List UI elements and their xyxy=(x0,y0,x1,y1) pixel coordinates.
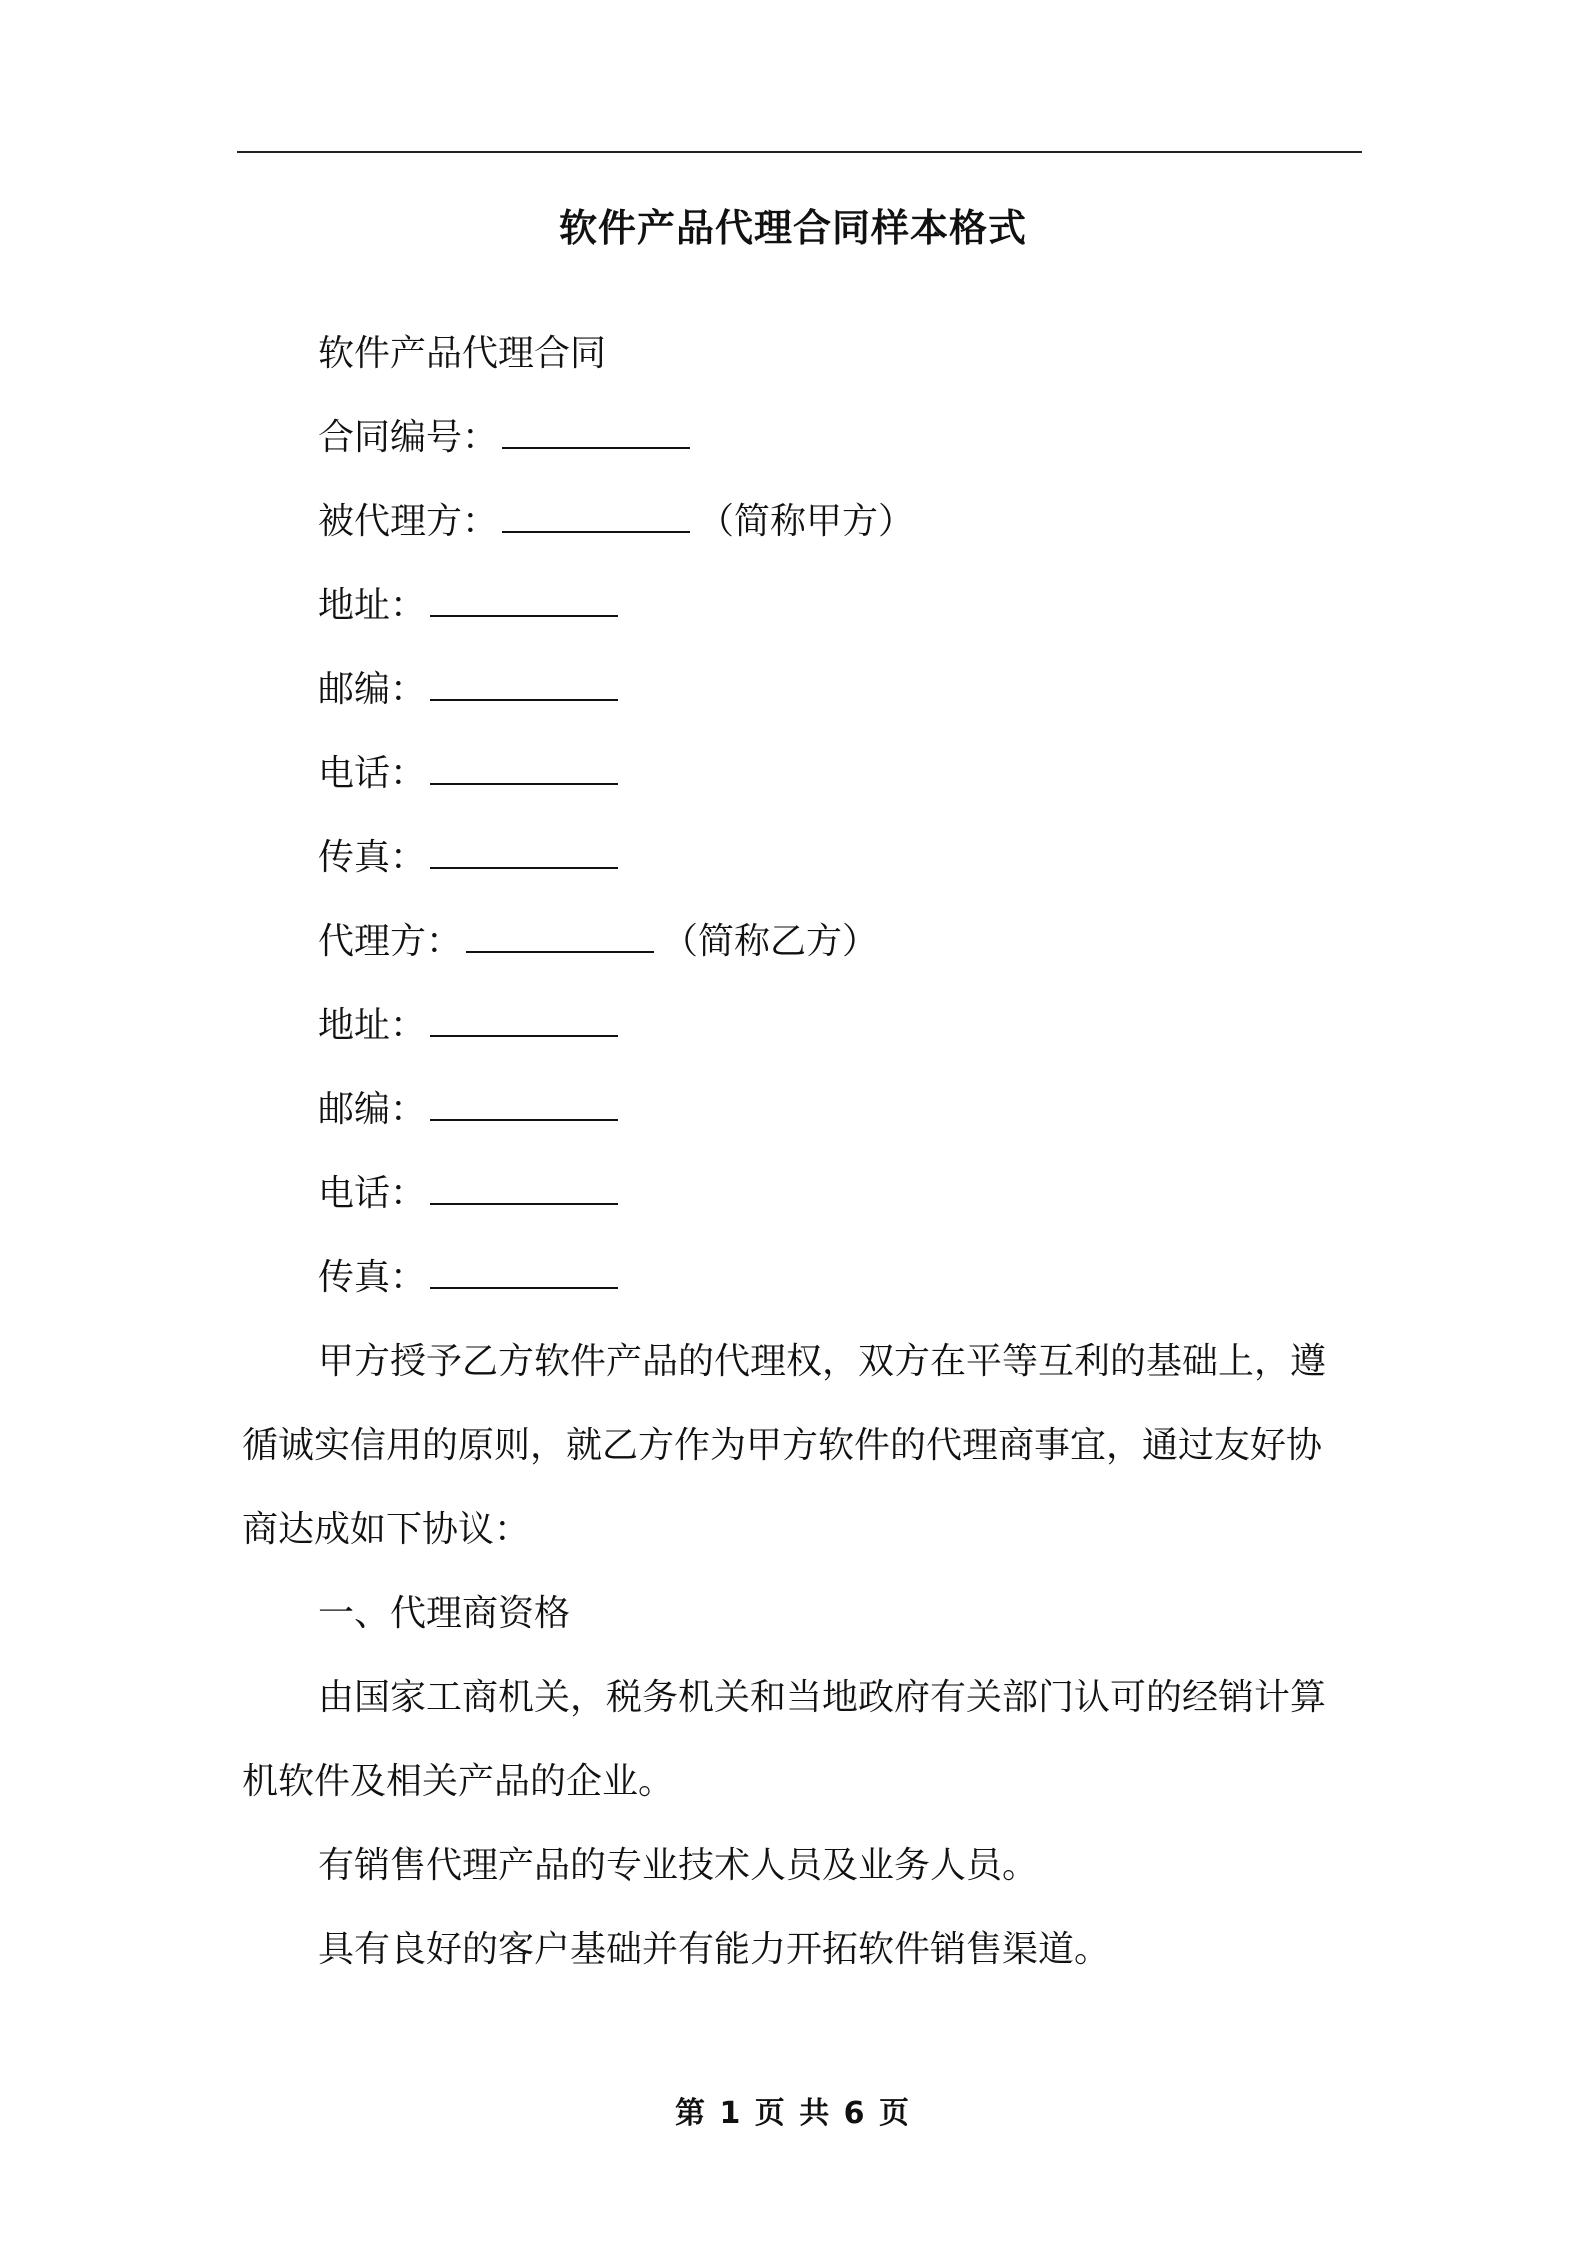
document-title: 软件产品代理合同样本格式 xyxy=(558,206,1027,250)
party-a-address-label: 地址： xyxy=(318,585,427,626)
party-b-note: （简称乙方） xyxy=(662,921,879,962)
contract-number-label: 合同编号： xyxy=(318,417,499,458)
party-a-note: （简称甲方） xyxy=(698,501,915,542)
party-b-blank xyxy=(466,915,654,953)
party-a-phone-blank xyxy=(430,747,618,785)
party-b-address-blank xyxy=(430,999,618,1037)
party-b-label: 代理方： xyxy=(318,921,463,962)
party-a-phone-label: 电话： xyxy=(318,753,427,794)
contract-number-blank xyxy=(502,411,690,449)
contract-subtitle: 软件产品代理合同 xyxy=(318,333,607,374)
party-b-postcode-line xyxy=(318,1082,626,1138)
party-b-phone-label: 电话： xyxy=(318,1173,427,1214)
section-1-item-3: 具有良好的客户基础并有能力开拓软件销售渠道。 xyxy=(318,1929,1111,1970)
party-a-fax-line xyxy=(318,830,626,886)
party-a-address-blank xyxy=(430,579,618,617)
header-rule xyxy=(237,151,1362,153)
section-1-item-2: 有销售代理产品的专业技术人员及业务人员。 xyxy=(318,1845,1039,1886)
party-a-postcode-label: 邮编： xyxy=(318,669,427,710)
contract-number-line xyxy=(318,410,698,466)
intro-paragraph-line-2: 循诚实信用的原则，就乙方作为甲方软件的代理商事宜，通过友好协 xyxy=(242,1425,1323,1466)
party-b-phone-line xyxy=(318,1166,626,1222)
party-b-line xyxy=(318,914,878,970)
party-a-fax-blank xyxy=(430,831,618,869)
party-a-phone-line xyxy=(318,746,626,802)
party-a-blank xyxy=(502,495,690,533)
party-b-address-label: 地址： xyxy=(318,1005,427,1046)
party-a-line xyxy=(318,494,914,550)
section-1-heading: 一、代理商资格 xyxy=(318,1593,571,1634)
party-b-fax-line xyxy=(318,1250,626,1306)
intro-paragraph-line-3: 商达成如下协议： xyxy=(242,1509,531,1550)
party-b-postcode-blank xyxy=(430,1083,618,1121)
party-b-fax-label: 传真： xyxy=(318,1257,427,1298)
section-1-item-1-line-2: 机软件及相关产品的企业。 xyxy=(242,1761,675,1802)
party-a-fax-label: 传真： xyxy=(318,837,427,878)
page-number-footer: 第 1 页 共 6 页 xyxy=(675,2096,911,2131)
party-b-fax-blank xyxy=(430,1251,618,1289)
party-a-label: 被代理方： xyxy=(318,501,499,542)
party-b-address-line xyxy=(318,998,626,1054)
party-a-address-line xyxy=(318,578,626,634)
party-b-phone-blank xyxy=(430,1167,618,1205)
party-a-postcode-line xyxy=(318,662,626,718)
section-1-item-1-line-1: 由国家工商机关，税务机关和当地政府有关部门认可的经销计算 xyxy=(318,1677,1327,1718)
party-a-postcode-blank xyxy=(430,663,618,701)
party-b-postcode-label: 邮编： xyxy=(318,1089,427,1130)
intro-paragraph-line-1: 甲方授予乙方软件产品的代理权，双方在平等互利的基础上，遵 xyxy=(318,1341,1327,1382)
